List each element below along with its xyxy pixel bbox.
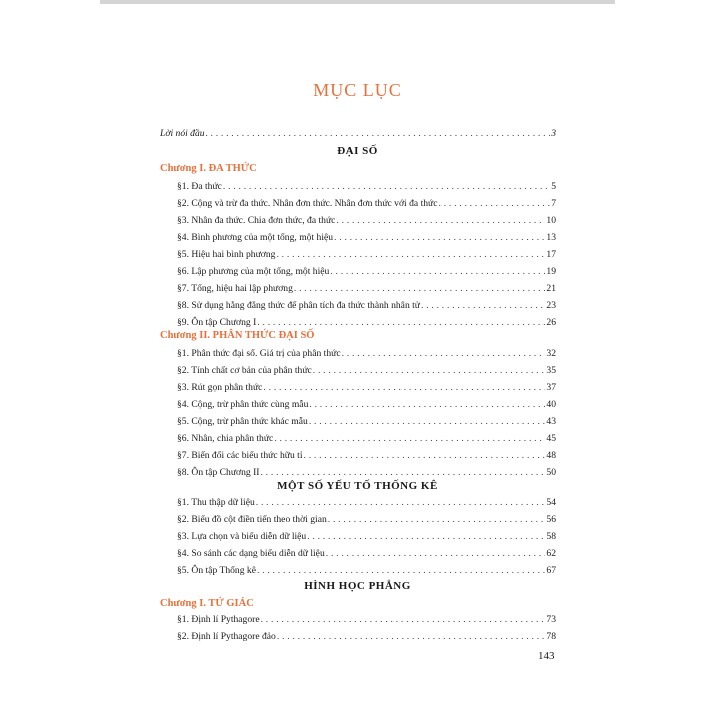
- leader-dots: [274, 433, 545, 445]
- toc-entry-label: §5. Hiệu hai bình phương: [177, 249, 276, 260]
- toc-entry-page: 67: [546, 565, 556, 576]
- toc-entry-label: §1. Thu thập dữ liệu: [177, 497, 255, 508]
- toc-entry-page: 78: [546, 631, 556, 642]
- leader-dots: [309, 416, 546, 428]
- toc-entry[interactable]: [177, 548, 556, 560]
- toc-entry[interactable]: [177, 348, 556, 360]
- leader-dots: [263, 382, 545, 394]
- toc-entry-page: 40: [546, 399, 556, 410]
- toc-entry-page: 32: [546, 348, 556, 359]
- toc-entry-label: §8. Ôn tập Chương II: [177, 467, 260, 478]
- leader-dots: [330, 266, 545, 278]
- toc-entry[interactable]: [177, 300, 556, 312]
- part-heading: HÌNH HỌC PHẲNG: [304, 580, 411, 592]
- toc-entry-page: 62: [546, 548, 556, 559]
- toc-entry-label: §2. Định lí Pythagore đảo: [177, 631, 276, 642]
- toc-entry-label: §9. Ôn tập Chương I: [177, 317, 257, 328]
- leader-dots: [342, 348, 546, 360]
- page-top-edge: [100, 0, 615, 4]
- leader-dots: [260, 467, 545, 479]
- toc-entry-page: 5: [551, 181, 556, 192]
- toc-entry-page: 73: [546, 614, 556, 625]
- toc-entry-page: 35: [546, 365, 556, 376]
- toc-entry-label: §7. Tổng, hiệu hai lập phương: [177, 283, 293, 294]
- chapter-heading: Chương I. TỨ GIÁC: [160, 598, 254, 609]
- toc-entry[interactable]: [177, 614, 556, 626]
- toc-entry-label: §3. Nhân đa thức. Chia đơn thức, đa thức: [177, 215, 336, 226]
- toc-entry-page: 48: [546, 450, 556, 461]
- toc-entry[interactable]: [177, 565, 556, 577]
- toc-entry-label: §2. Cộng và trừ đa thức. Nhân đơn thức. Nhân đơn thức với đa thức: [177, 198, 438, 209]
- toc-entry[interactable]: [177, 631, 556, 643]
- part-heading: ĐẠI SỐ: [337, 145, 378, 157]
- toc-entry-label: §5. Ôn tập Thống kê: [177, 565, 256, 576]
- toc-entry[interactable]: [177, 181, 556, 193]
- toc-entry-page: 37: [546, 382, 556, 393]
- toc-entry[interactable]: [177, 514, 556, 526]
- toc-entry-label: §3. Rút gọn phân thức: [177, 382, 263, 393]
- toc-entry[interactable]: [177, 416, 556, 428]
- toc-entry-label: §1. Phân thức đại số. Giá trị của phân thức: [177, 348, 341, 359]
- leader-dots: [294, 283, 546, 295]
- toc-entry[interactable]: [177, 365, 556, 377]
- toc-entry-label: §2. Biểu đồ cột điền tiến theo thời gian: [177, 514, 327, 525]
- toc-entry-page: 7: [551, 198, 556, 209]
- leader-dots: [328, 514, 546, 526]
- toc-entry[interactable]: [177, 450, 556, 462]
- toc-entry-label: §6. Nhân, chia phân thức: [177, 433, 274, 444]
- leader-dots: [307, 531, 545, 543]
- toc-entry[interactable]: [177, 232, 556, 244]
- toc-entry[interactable]: [177, 399, 556, 411]
- toc-entry[interactable]: [177, 266, 556, 278]
- leader-dots: [261, 614, 546, 626]
- leader-dots: [206, 128, 551, 140]
- toc-entry-label: §4. So sánh các dạng biểu diễn dữ liệu: [177, 548, 325, 559]
- toc-entry-label: §4. Cộng, trừ phân thức cùng mẫu: [177, 399, 309, 410]
- leader-dots: [223, 181, 550, 193]
- leader-dots: [326, 548, 546, 560]
- toc-entry-page: 21: [546, 283, 556, 294]
- leader-dots: [257, 317, 545, 329]
- leader-dots: [421, 300, 545, 312]
- toc-entry[interactable]: [177, 283, 556, 295]
- page-number: 143: [538, 650, 555, 662]
- toc-entry-page: 17: [546, 249, 556, 260]
- toc-entry-page: 54: [546, 497, 556, 508]
- toc-entry[interactable]: [177, 531, 556, 543]
- toc-entry-page: 26: [546, 317, 556, 328]
- toc-entry-page: 13: [546, 232, 556, 243]
- toc-entry-label: §3. Lựa chọn và biểu diễn dữ liệu: [177, 531, 307, 542]
- toc-entry[interactable]: [177, 249, 556, 261]
- leader-dots: [304, 450, 546, 462]
- toc-entry[interactable]: [177, 215, 556, 227]
- toc-entry[interactable]: [177, 198, 556, 210]
- toc-entry-label: §1. Định lí Pythagore: [177, 614, 260, 625]
- toc-entry-page: 56: [546, 514, 556, 525]
- chapter-heading: Chương I. ĐA THỨC: [160, 163, 257, 174]
- toc-entry[interactable]: [177, 467, 556, 479]
- toc-entry-page: 10: [546, 215, 556, 226]
- leader-dots: [334, 232, 545, 244]
- toc-entry-page: 3: [551, 128, 556, 139]
- toc-entry-label: §6. Lập phương của một tổng, một hiệu: [177, 266, 330, 277]
- leader-dots: [277, 631, 546, 643]
- leader-dots: [336, 215, 545, 227]
- toc-entry-label: §5. Cộng, trừ phân thức khác mẫu: [177, 416, 308, 427]
- toc-entry-page: 43: [546, 416, 556, 427]
- toc-entry-label: Lời nói đầu: [160, 128, 205, 139]
- leader-dots: [256, 497, 546, 509]
- toc-entry-label: §2. Tính chất cơ bản của phân thức: [177, 365, 312, 376]
- page-title: MỤC LỤC: [313, 80, 402, 100]
- toc-entry[interactable]: [177, 317, 556, 329]
- toc-entry-label: §4. Bình phương của một tổng, một hiệu: [177, 232, 334, 243]
- part-heading: MỘT SỐ YẾU TỐ THỐNG KÊ: [277, 480, 438, 492]
- leader-dots: [276, 249, 545, 261]
- leader-dots: [439, 198, 551, 210]
- toc-entry-label: §8. Sử dụng hằng đẳng thức để phân tích đa thức thành nhân tử: [177, 300, 421, 311]
- toc-entry-foreword[interactable]: [160, 128, 556, 140]
- leader-dots: [313, 365, 546, 377]
- toc-entry-label: §1. Đa thức: [177, 181, 222, 192]
- toc-entry[interactable]: [177, 433, 556, 445]
- chapter-heading: Chương II. PHÂN THỨC ĐẠI SỐ: [160, 330, 315, 341]
- toc-entry-page: 19: [546, 266, 556, 277]
- toc-entry-page: 23: [546, 300, 556, 311]
- toc-entry[interactable]: [177, 497, 556, 509]
- leader-dots: [309, 399, 545, 411]
- toc-entry-label: §7. Biến đổi các biểu thức hữu tỉ: [177, 450, 303, 461]
- toc-entry-page: 50: [546, 467, 556, 478]
- toc-entry-page: 58: [546, 531, 556, 542]
- toc-entry-page: 45: [546, 433, 556, 444]
- leader-dots: [257, 565, 545, 577]
- toc-entry[interactable]: [177, 382, 556, 394]
